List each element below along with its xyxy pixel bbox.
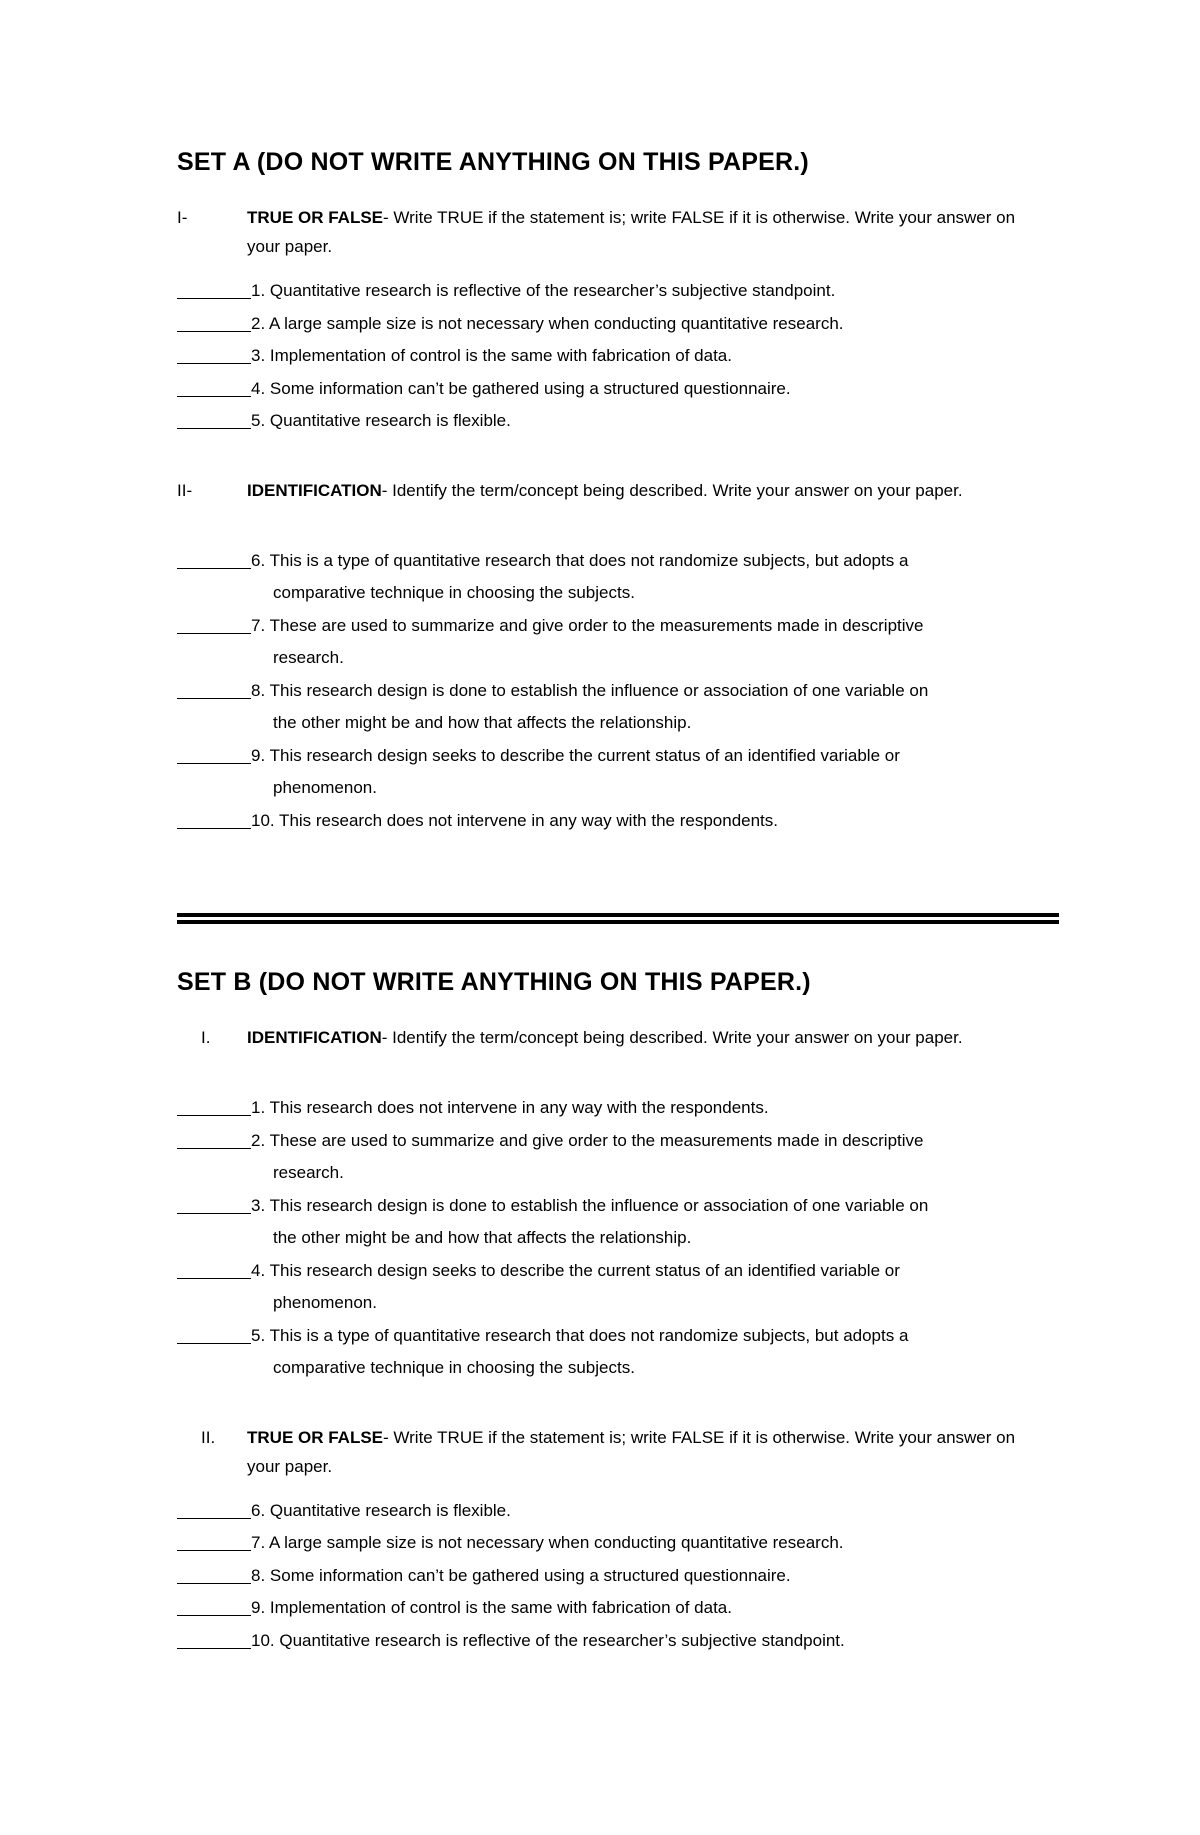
set-a-part-1-header xyxy=(177,203,1057,261)
question-number: 8. xyxy=(251,680,266,700)
question-body xyxy=(251,308,1057,341)
answer-blank-line xyxy=(177,407,251,429)
question-item xyxy=(177,1125,1057,1190)
question-number: 10. xyxy=(251,1630,275,1650)
answer-blank-line xyxy=(177,1257,251,1279)
question-text: Implementation of control is the same with fabrication of data. xyxy=(265,1598,732,1617)
question-body xyxy=(251,1495,1057,1528)
question-item xyxy=(177,610,1057,675)
instruction-text: - Write TRUE if the statement is; write FALSE if it is otherwise. Write your answer on your paper. xyxy=(247,1427,1016,1476)
answer-blank-line xyxy=(177,547,251,569)
part-heading: TRUE OR FALSE xyxy=(247,1427,384,1447)
question-number: 6. xyxy=(251,1500,266,1520)
question-item xyxy=(177,1592,1057,1625)
question-number: 1. xyxy=(251,1098,266,1117)
question-item xyxy=(177,1495,1057,1528)
question-body xyxy=(251,740,1057,805)
question-text-continued: phenomenon. xyxy=(273,778,377,797)
part-numeral: II. xyxy=(201,1427,216,1447)
question-number: 3. xyxy=(251,1195,266,1215)
question-number: 5. xyxy=(251,411,266,430)
question-item xyxy=(177,740,1057,805)
set-a-part-1-items xyxy=(177,275,1057,438)
question-item xyxy=(177,308,1057,341)
part-heading: TRUE OR FALSE xyxy=(247,208,384,227)
question-body xyxy=(251,675,1057,740)
question-text-continued: the other might be and how that affects the relationship. xyxy=(273,713,692,732)
answer-blank-line xyxy=(177,1594,251,1616)
question-item xyxy=(177,675,1057,740)
question-text-continued: research. xyxy=(273,1163,344,1182)
part-instruction xyxy=(247,1023,1047,1052)
question-text: This research does not intervene in any way with the respondents. xyxy=(265,1098,769,1117)
set-b-title: SET B (DO NOT WRITE ANYTHING ON THIS PAPER.) xyxy=(177,968,811,996)
question-text: Quantitative research is reflective of the researcher’s subjective standpoint. xyxy=(274,1630,845,1650)
question-text: A large sample size is not necessary when conducting quantitative research. xyxy=(265,1533,844,1552)
answer-blank-line xyxy=(177,1322,251,1344)
question-item xyxy=(177,545,1057,610)
set-a xyxy=(177,148,1057,837)
question-item xyxy=(177,1320,1057,1385)
question-number: 7. xyxy=(251,615,266,635)
question-body xyxy=(251,340,1057,373)
question-text: This research does not intervene in any way with the respondents. xyxy=(274,810,778,830)
set-a-title: SET A (DO NOT WRITE ANYTHING ON THIS PAPER.) xyxy=(177,148,809,176)
instruction-text: - Identify the term/concept being described. Write your answer on your paper. xyxy=(381,1028,963,1047)
question-number: 6. xyxy=(251,550,266,570)
answer-blank-line xyxy=(177,277,251,299)
question-body xyxy=(251,373,1057,406)
question-text-continued: the other might be and how that affects the relationship. xyxy=(273,1228,692,1247)
question-text: This is a type of quantitative research that does not randomize subjects, but adopts a xyxy=(265,550,909,570)
question-body xyxy=(251,1255,1057,1320)
question-item xyxy=(177,405,1057,438)
question-item xyxy=(177,275,1057,308)
question-text-continued: phenomenon. xyxy=(273,1293,377,1312)
answer-blank-line xyxy=(177,1094,251,1116)
answer-blank-line xyxy=(177,1627,251,1649)
question-item xyxy=(177,1190,1057,1255)
answer-blank-line xyxy=(177,742,251,764)
question-item xyxy=(177,340,1057,373)
set-a-part-2-items xyxy=(177,545,1057,838)
question-number: 3. xyxy=(251,346,266,365)
question-body xyxy=(251,1190,1057,1255)
answer-blank-line xyxy=(177,807,251,829)
answer-blank-line xyxy=(177,1497,251,1519)
question-text: This research design seeks to describe the current status of an identified variable or xyxy=(265,745,900,765)
question-item xyxy=(177,1560,1057,1593)
question-number: 10. xyxy=(251,810,275,830)
set-b-part-2-items xyxy=(177,1495,1057,1658)
part-instruction xyxy=(247,203,1047,261)
part-heading: IDENTIFICATION xyxy=(247,1028,382,1047)
answer-blank-line xyxy=(177,342,251,364)
part-heading: IDENTIFICATION xyxy=(247,480,382,500)
question-text-continued: research. xyxy=(273,648,344,667)
question-number: 1. xyxy=(251,281,266,300)
question-text: Some information can’t be gathered using a structured questionnaire. xyxy=(265,378,791,398)
question-text: Quantitative research is flexible. xyxy=(265,411,511,430)
question-body xyxy=(251,1625,1057,1658)
answer-blank-line xyxy=(177,612,251,634)
question-text: These are used to summarize and give order to the measurements made in descriptive xyxy=(265,615,924,635)
question-number: 2. xyxy=(251,313,266,333)
question-text: A large sample size is not necessary when conducting quantitative research. xyxy=(265,313,844,333)
set-divider xyxy=(177,913,1059,924)
question-text: Quantitative research is reflective of the researcher’s subjective standpoint. xyxy=(265,281,836,300)
set-b-part-1-items xyxy=(177,1092,1057,1385)
question-body xyxy=(251,1560,1057,1593)
answer-blank-line xyxy=(177,1562,251,1584)
answer-blank-line xyxy=(177,1127,251,1149)
question-text: Quantitative research is flexible. xyxy=(265,1500,511,1520)
question-number: 2. xyxy=(251,1130,266,1150)
question-number: 7. xyxy=(251,1533,266,1552)
question-body xyxy=(251,545,1057,610)
set-b-part-1-header xyxy=(177,1023,1057,1052)
question-text: Implementation of control is the same with fabrication of data. xyxy=(265,346,732,365)
answer-blank-line xyxy=(177,677,251,699)
question-body xyxy=(251,1125,1057,1190)
question-text: This research design is done to establish the influence or association of one variable on xyxy=(265,1195,929,1215)
question-text: These are used to summarize and give order to the measurements made in descriptive xyxy=(265,1130,924,1150)
question-number: 5. xyxy=(251,1325,266,1345)
question-body xyxy=(251,1320,1057,1385)
set-b xyxy=(177,968,1057,1657)
question-number: 4. xyxy=(251,1260,266,1280)
answer-blank-line xyxy=(177,1529,251,1551)
instruction-text: - Write TRUE if the statement is; write FALSE if it is otherwise. Write your answer on your paper. xyxy=(247,208,1016,256)
question-item xyxy=(177,1255,1057,1320)
spacer xyxy=(177,438,1057,476)
set-a-part-2-header xyxy=(177,476,1057,505)
question-body xyxy=(251,405,1057,438)
question-body xyxy=(251,1592,1057,1625)
question-number: 9. xyxy=(251,1598,266,1617)
question-body xyxy=(251,1527,1057,1560)
question-body xyxy=(251,275,1057,308)
question-number: 4. xyxy=(251,378,266,398)
question-item xyxy=(177,373,1057,406)
question-text: This research design seeks to describe the current status of an identified variable or xyxy=(265,1260,900,1280)
question-body xyxy=(251,1092,1057,1125)
question-text: This is a type of quantitative research that does not randomize subjects, but adopts a xyxy=(265,1325,909,1345)
question-item xyxy=(177,1527,1057,1560)
question-text-continued: comparative technique in choosing the subjects. xyxy=(273,583,635,602)
part-numeral: II- xyxy=(177,480,193,500)
question-text: Some information can’t be gathered using a structured questionnaire. xyxy=(265,1565,791,1585)
part-numeral: I- xyxy=(177,208,188,227)
question-item xyxy=(177,1092,1057,1125)
question-number: 9. xyxy=(251,745,266,765)
part-numeral: I. xyxy=(201,1028,211,1047)
instruction-text: - Identify the term/concept being described. Write your answer on your paper. xyxy=(381,480,963,500)
question-body xyxy=(251,805,1057,838)
question-text: This research design is done to establish the influence or association of one variable on xyxy=(265,680,929,700)
question-text-continued: comparative technique in choosing the subjects. xyxy=(273,1358,635,1377)
question-item xyxy=(177,805,1057,838)
part-instruction xyxy=(247,1423,1047,1481)
answer-blank-line xyxy=(177,310,251,332)
part-instruction xyxy=(247,476,1047,505)
set-b-part-2-header xyxy=(177,1423,1057,1481)
question-item xyxy=(177,1625,1057,1658)
question-body xyxy=(251,610,1057,675)
question-number: 8. xyxy=(251,1565,266,1585)
answer-blank-line xyxy=(177,375,251,397)
spacer xyxy=(177,1385,1057,1423)
answer-blank-line xyxy=(177,1192,251,1214)
